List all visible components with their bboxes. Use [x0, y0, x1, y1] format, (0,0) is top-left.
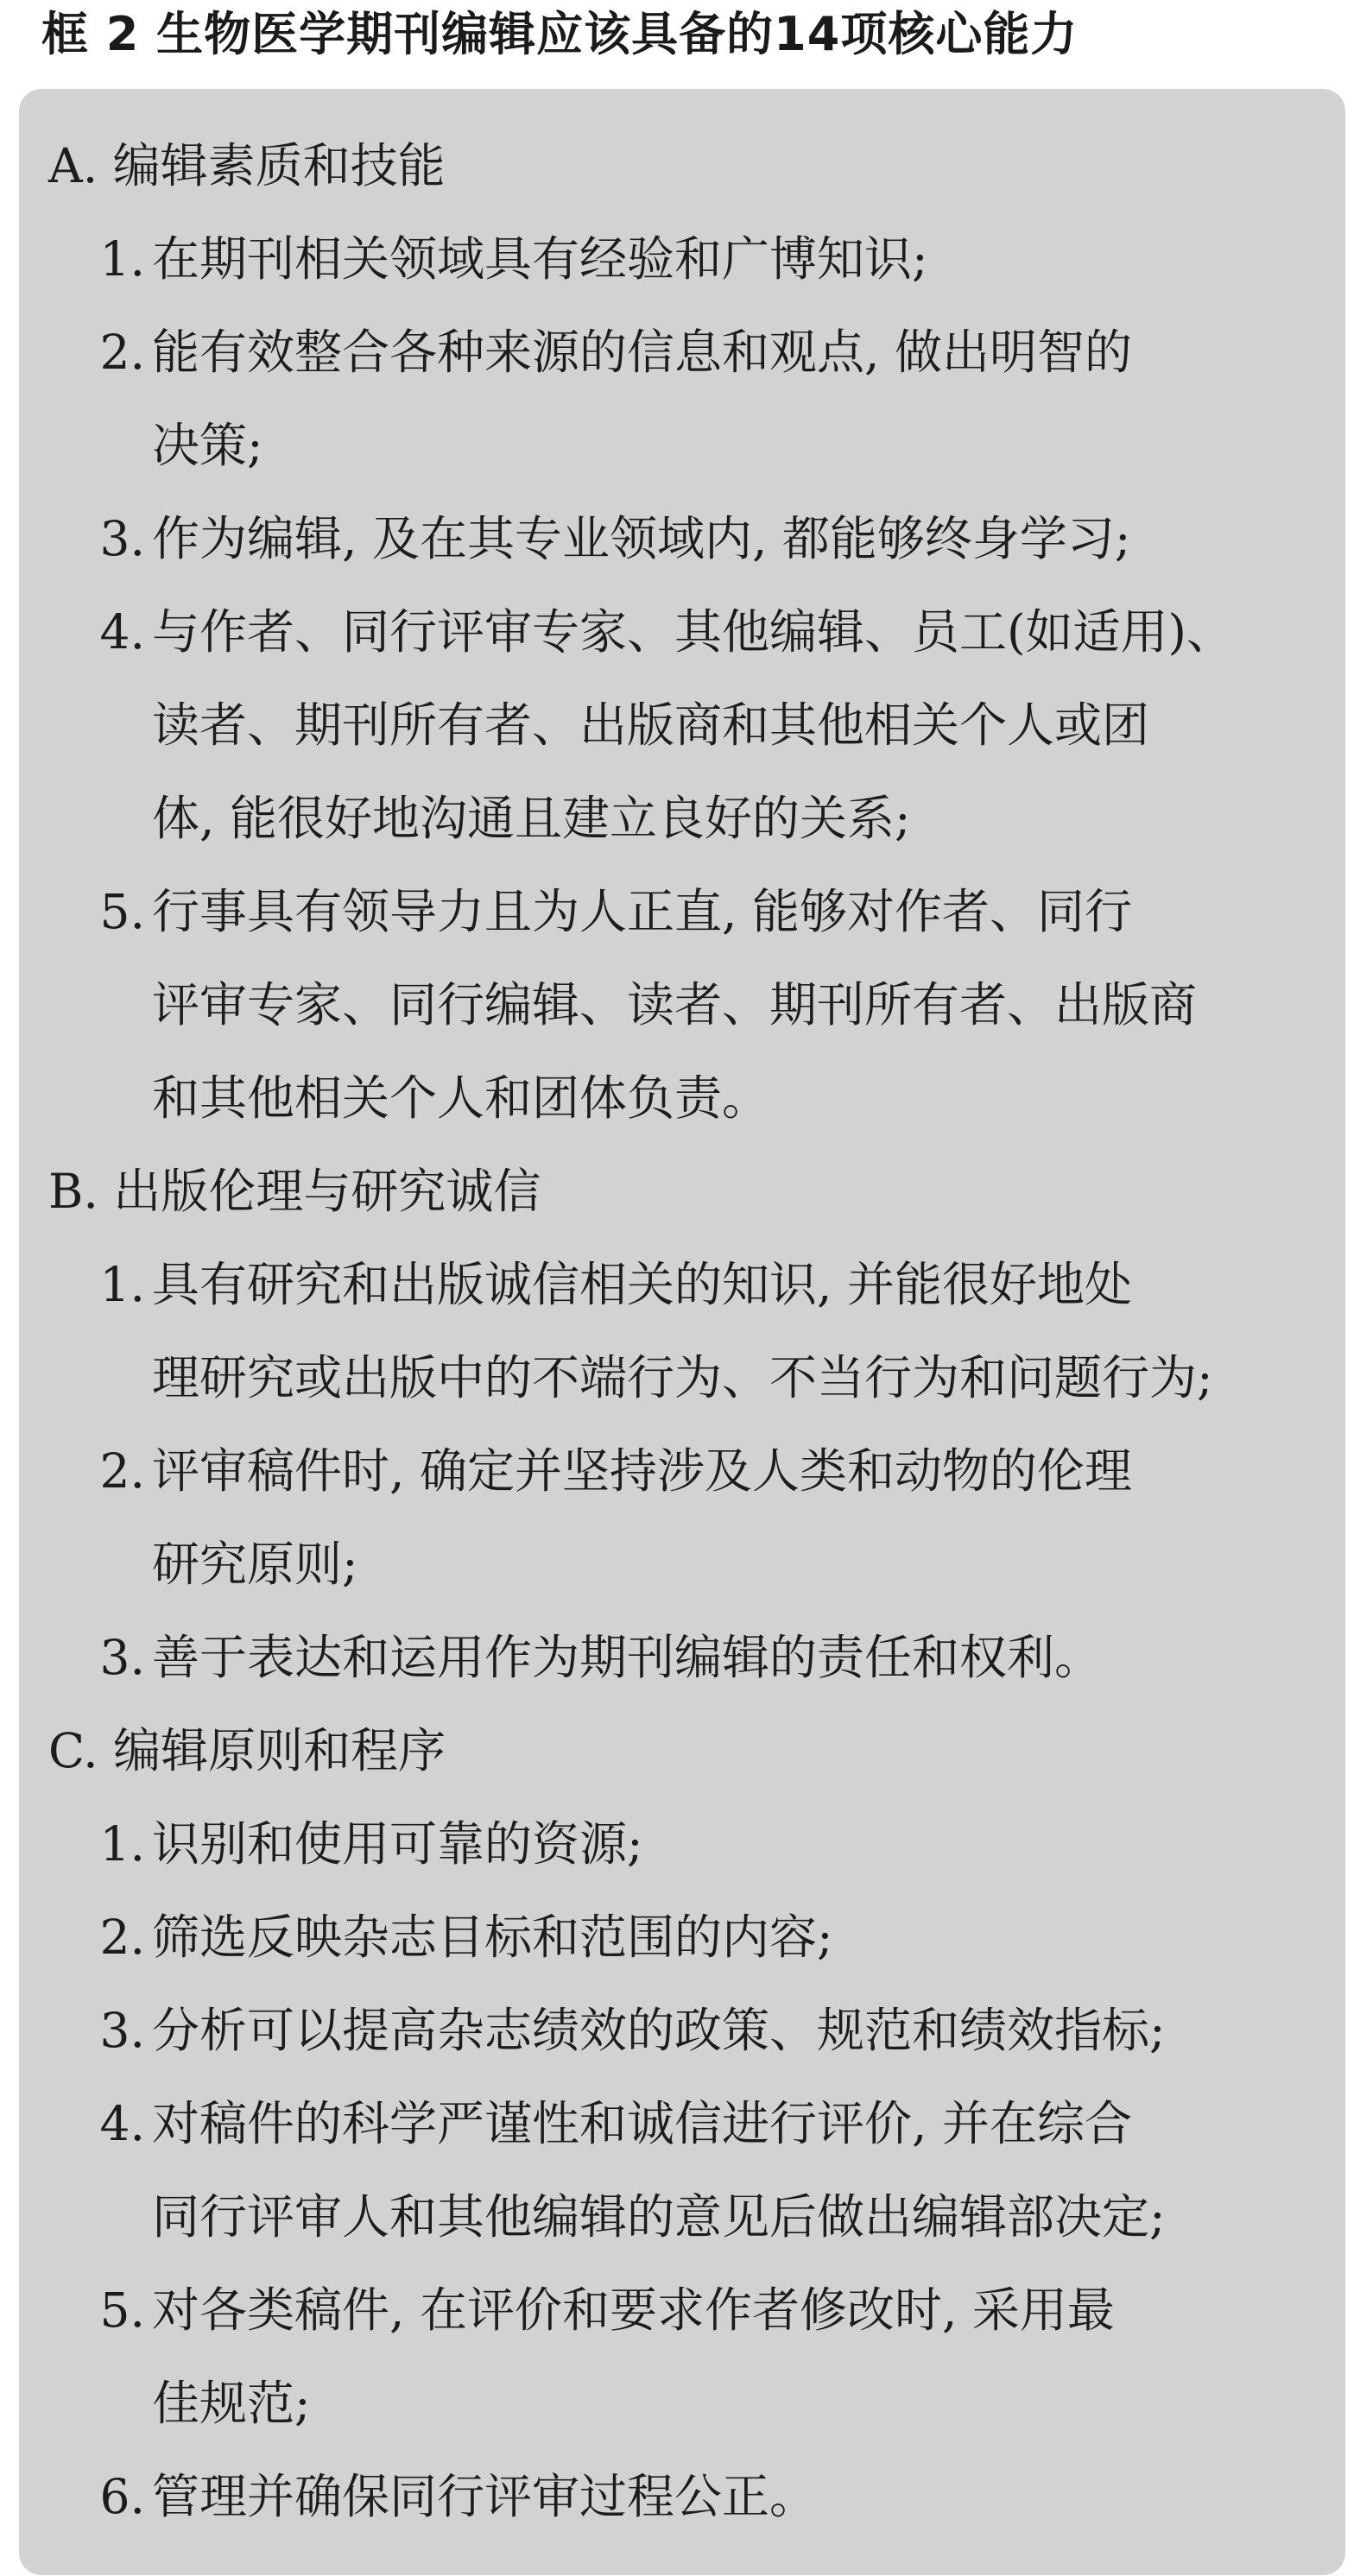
item-text	[152, 865, 1326, 1145]
section-heading: B. 出版伦理与研究诚信	[48, 1164, 541, 1219]
item-text	[152, 492, 1326, 585]
item-text	[152, 2263, 1326, 2450]
list-item	[48, 1611, 1326, 1704]
item-number: 4.	[99, 2096, 145, 2151]
item-text	[152, 1797, 1326, 1891]
item-text	[152, 1611, 1326, 1704]
item-text-line: 评审稿件时, 确定并坚持涉及人类和动物的伦理	[152, 1443, 1132, 1499]
item-text-line: 作为编辑, 及在其专业领域内, 都能够终身学习;	[152, 511, 1131, 566]
item-number: 2.	[99, 325, 145, 380]
item-text-line: 决策;	[152, 418, 263, 473]
item-text-line: 筛选反映杂志目标和范围的内容;	[152, 1910, 833, 1965]
item-number: 1.	[99, 1816, 145, 1872]
item-number: 5.	[99, 884, 145, 939]
item-number: 6.	[99, 2469, 145, 2524]
section-c	[48, 1704, 1326, 2543]
item-text	[152, 1238, 1326, 1424]
list-item	[48, 585, 1326, 865]
item-number: 2.	[99, 1910, 145, 1965]
list-item	[48, 865, 1326, 1145]
list-item	[48, 1984, 1326, 2077]
item-text-line: 体, 能很好地沟通且建立良好的关系;	[152, 791, 911, 846]
item-number: 3.	[99, 1630, 145, 1685]
item-number: 3.	[99, 511, 145, 566]
item-number: 1.	[99, 1257, 145, 1312]
list-item	[48, 306, 1326, 492]
list-item	[48, 2263, 1326, 2450]
item-text	[152, 1424, 1326, 1611]
item-text-line: 和其他相关个人和团体负责。	[152, 1070, 770, 1126]
item-text	[152, 212, 1326, 306]
item-text-line: 佳规范;	[152, 2376, 311, 2431]
item-text	[152, 1891, 1326, 1984]
item-text	[152, 306, 1326, 492]
item-number: 2.	[99, 1443, 145, 1499]
list-item	[48, 492, 1326, 585]
item-text-line: 识别和使用可靠的资源;	[152, 1816, 643, 1872]
item-text-line: 对各类稿件, 在评价和要求作者修改时, 采用最	[152, 2282, 1115, 2338]
item-number: 5.	[99, 2282, 145, 2338]
list-item	[48, 1891, 1326, 1984]
box-title: 框 2 生物医学期刊编辑应该具备的14项核心能力	[41, 7, 1079, 61]
item-text	[152, 1984, 1326, 2077]
item-text-line: 能有效整合各种来源的信息和观点, 做出明智的	[152, 325, 1132, 380]
item-text-line: 读者、期刊所有者、出版商和其他相关个人或团	[152, 698, 1150, 753]
section-heading: C. 编辑原则和程序	[48, 1723, 446, 1778]
item-text	[152, 2450, 1326, 2543]
item-number: 1.	[99, 231, 145, 287]
item-text	[152, 2077, 1326, 2263]
section-heading: A. 编辑素质和技能	[48, 138, 446, 193]
list-item	[48, 2450, 1326, 2543]
item-text-line: 管理并确保同行评审过程公正。	[152, 2469, 818, 2524]
list-item	[48, 1238, 1326, 1424]
list-item	[48, 1797, 1326, 1891]
item-text-line: 分析可以提高杂志绩效的政策、规范和绩效指标;	[152, 2003, 1166, 2058]
item-text-line: 研究原则;	[152, 1537, 358, 1592]
competency-list	[48, 119, 1326, 2543]
item-text-line: 行事具有领导力且为人正直, 能够对作者、同行	[152, 884, 1132, 939]
item-text-line: 与作者、同行评审专家、其他编辑、员工(如适用)、	[152, 604, 1234, 660]
item-number: 4.	[99, 604, 145, 660]
item-text-line: 具有研究和出版诚信相关的知识, 并能很好地处	[152, 1257, 1132, 1312]
section-a	[48, 119, 1326, 1145]
list-item	[48, 212, 1326, 306]
item-text-line: 评审专家、同行编辑、读者、期刊所有者、出版商	[152, 977, 1198, 1032]
item-text-line: 对稿件的科学严谨性和诚信进行评价, 并在综合	[152, 2096, 1132, 2151]
item-text-line: 在期刊相关领域具有经验和广博知识;	[152, 231, 928, 287]
item-text	[152, 585, 1326, 865]
section-b	[48, 1145, 1326, 1704]
item-text-line: 同行评审人和其他编辑的意见后做出编辑部决定;	[152, 2189, 1166, 2245]
item-number: 3.	[99, 2003, 145, 2058]
item-text-line: 善于表达和运用作为期刊编辑的责任和权利。	[152, 1630, 1103, 1685]
list-item	[48, 2077, 1326, 2263]
item-text-line: 理研究或出版中的不端行为、不当行为和问题行为;	[152, 1350, 1213, 1405]
list-item	[48, 1424, 1326, 1611]
